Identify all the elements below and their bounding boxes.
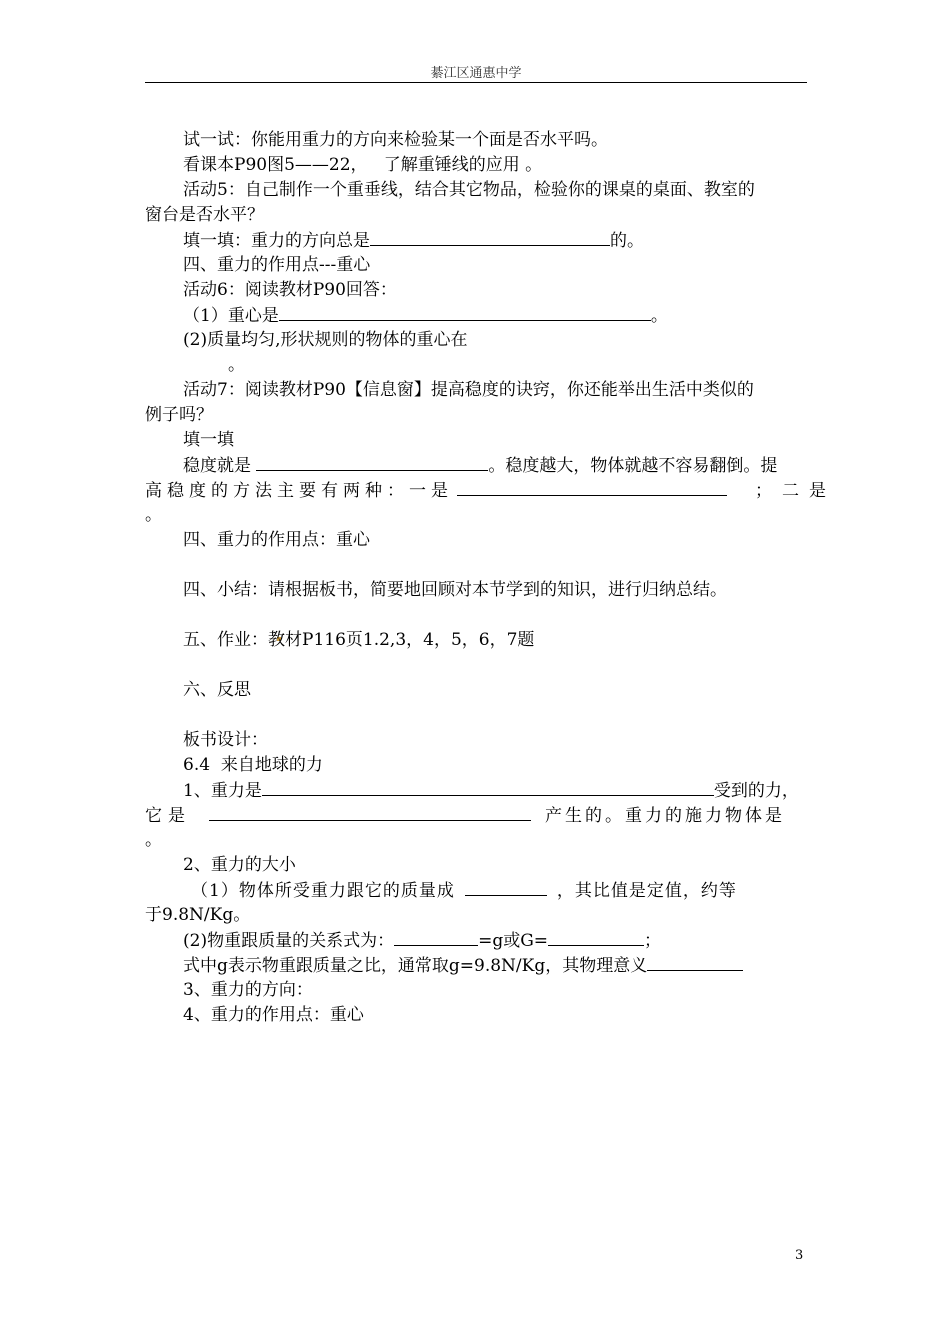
blank-underline bbox=[256, 454, 488, 471]
blank-underline bbox=[370, 229, 610, 246]
text-line: 2、重力的大小 bbox=[183, 855, 296, 875]
fill-blank-line bbox=[183, 454, 777, 477]
text: 产生的。重力的施力物体是 bbox=[545, 806, 785, 826]
text-line: 6.4 来自地球的力 bbox=[183, 755, 323, 775]
section-heading: 四、小结：请根据板书，简要地回顾对本节学到的知识，进行归纳总结。 bbox=[183, 580, 727, 600]
text-line: 活动6：阅读教材P90回答： bbox=[183, 280, 397, 300]
fill-blank-line bbox=[191, 879, 737, 902]
page-number: 3 bbox=[795, 1248, 804, 1263]
text-line: 例子吗？ bbox=[145, 405, 213, 425]
page-header: 綦江区通惠中学 bbox=[430, 66, 522, 81]
text: 填一填：重力的方向总是 bbox=[183, 231, 370, 251]
text: 高稳度的方法主要有两种：一是 bbox=[145, 481, 453, 501]
text: (2)物重跟质量的关系式为： bbox=[183, 931, 395, 951]
section-heading: 六、反思 bbox=[183, 680, 251, 700]
text: 受到的力， bbox=[713, 781, 799, 801]
fill-blank-line bbox=[183, 954, 743, 977]
text-line: 。 bbox=[145, 505, 162, 525]
text-line: 活动5：自己制作一个重垂线，结合其它物品，检验你的课桌的桌面、教室的 bbox=[183, 180, 755, 200]
text-line: 活动7：阅读教材P90【信息窗】提高稳度的诀窍，你还能举出生活中类似的 bbox=[183, 380, 754, 400]
text: ； bbox=[644, 931, 662, 951]
text: 。 bbox=[650, 306, 668, 326]
text-line: 看课本P90图5——22， 了解重锤线的应用 。 bbox=[183, 155, 543, 175]
section-heading: 五、作业：教材P116页1.2,3，4，5，6，7题 bbox=[183, 630, 535, 650]
header-rule bbox=[145, 82, 807, 83]
blank-underline bbox=[279, 304, 651, 321]
text: 。稳度越大，物体就越不容易翻倒。提 bbox=[488, 456, 778, 476]
text: 式中g表示物重跟质量之比，通常取g=9.8N/Kg，其物理意义 bbox=[183, 956, 648, 976]
text: 稳度就是 bbox=[183, 456, 257, 476]
blank-underline bbox=[465, 879, 547, 896]
text: 的。 bbox=[610, 231, 644, 251]
text-line: (2)质量均匀,形状规则的物体的重心在 bbox=[183, 330, 468, 350]
blank-underline bbox=[548, 929, 644, 946]
blank-underline bbox=[262, 779, 714, 796]
fill-blank-line bbox=[183, 779, 799, 802]
blank-underline bbox=[457, 479, 727, 496]
text: （1）重心是 bbox=[183, 306, 279, 326]
blank-underline bbox=[394, 929, 478, 946]
text-line: 4、重力的作用点：重心 bbox=[183, 1005, 364, 1025]
text-line: 板书设计： bbox=[183, 730, 268, 750]
text: ；二是 bbox=[755, 481, 836, 501]
text: ，其比值是定值，约等 bbox=[556, 881, 737, 901]
text-line: 填一填 bbox=[183, 430, 234, 450]
text: =g或G= bbox=[478, 931, 549, 951]
blank-underline bbox=[647, 954, 743, 971]
fill-blank-line bbox=[145, 479, 836, 502]
fill-blank-line bbox=[183, 929, 661, 952]
blank-underline bbox=[209, 804, 531, 821]
text: 1、重力是 bbox=[183, 781, 262, 801]
text: （1）物体所受重力跟它的质量成 bbox=[191, 881, 455, 901]
section-heading: 四、重力的作用点---重心 bbox=[183, 255, 371, 275]
fill-blank-line bbox=[145, 804, 785, 827]
text-line: 3、重力的方向： bbox=[183, 980, 313, 1000]
text-line: 。 bbox=[228, 355, 245, 375]
text-line: 于9.8N/Kg。 bbox=[145, 905, 251, 925]
section-heading: 四、重力的作用点：重心 bbox=[183, 530, 370, 550]
fill-blank-line bbox=[183, 229, 644, 252]
fill-blank-line bbox=[183, 304, 668, 327]
text-line: 窗台是否水平？ bbox=[145, 205, 264, 225]
text: 它是 bbox=[145, 806, 191, 826]
text-line: 。 bbox=[145, 830, 162, 850]
text-line: 试一试：你能用重力的方向来检验某一个面是否水平吗。 bbox=[183, 130, 608, 150]
